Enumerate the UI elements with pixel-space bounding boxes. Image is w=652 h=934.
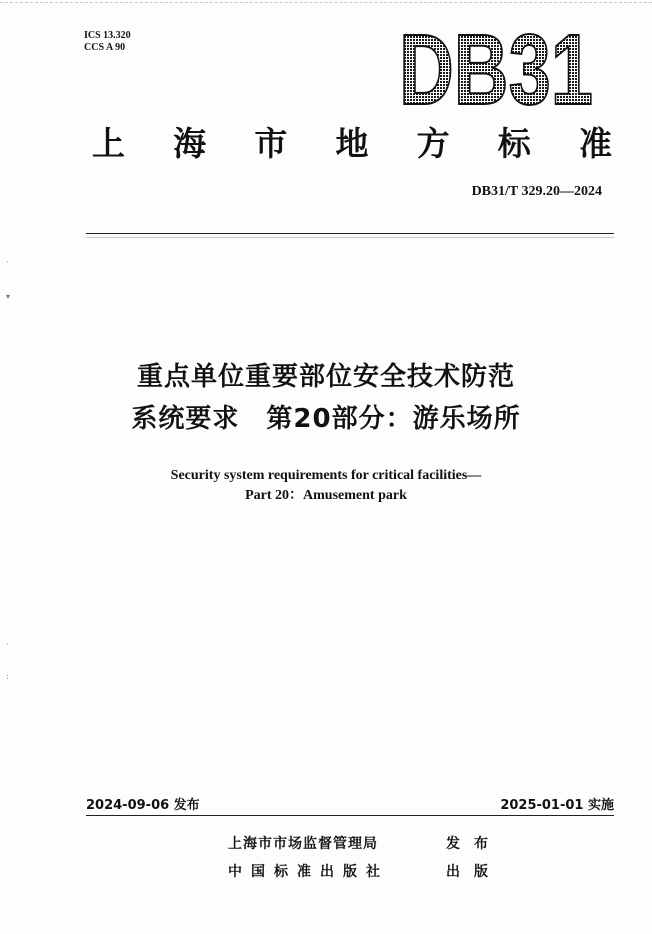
- publishers-block: [228, 830, 502, 886]
- standard-title-chinese: [0, 356, 652, 440]
- heading-char: 标: [497, 124, 531, 163]
- title-line-2: 系统要求 第20部分：游乐场所: [131, 404, 521, 434]
- publisher-row: [228, 830, 502, 858]
- heading-char: 海: [173, 124, 207, 163]
- db31-logo: [398, 14, 594, 126]
- standard-title-english: [0, 466, 652, 506]
- margin-mark: ·: [6, 258, 9, 267]
- classification-codes: [84, 30, 131, 54]
- implementation-date: 2025-01-01 实施: [500, 798, 614, 813]
- document-number: DB31/T 329.20—2024: [471, 184, 602, 199]
- date-row: [86, 794, 614, 813]
- heading-char: 准: [578, 124, 612, 163]
- heading-char: 方: [416, 124, 450, 163]
- ccs-code: CCS A 90: [84, 42, 126, 53]
- issue-date: 2024-09-06 发布: [86, 798, 200, 813]
- standard-type-heading: [92, 124, 612, 164]
- issuing-role: 发布: [446, 836, 502, 852]
- heading-char: 上: [92, 124, 125, 163]
- publisher-row: [228, 858, 502, 886]
- heading-char: 地: [335, 124, 369, 163]
- margin-mark: ▾: [6, 292, 11, 301]
- margin-mark: :: [6, 672, 9, 681]
- margin-mark: ·: [6, 640, 9, 649]
- publishing-role: 出版: [446, 864, 502, 880]
- logo-lettering: DB31: [399, 14, 593, 126]
- top-edge-dashed-line: [0, 2, 652, 3]
- header-rule-shadow: [86, 237, 614, 238]
- english-title-line-1: Security system requirements for critical facilities—: [170, 468, 482, 483]
- heading-char: 市: [254, 124, 288, 163]
- header-rule: [86, 233, 614, 234]
- ics-code: ICS 13.320: [84, 30, 131, 41]
- english-title-line-2: Part 20：Amusement park: [245, 488, 407, 503]
- issuing-authority: 上海市市场监督管理局: [228, 836, 378, 852]
- footer-rule: [86, 815, 614, 816]
- publishing-house: 中国标准出版社: [228, 864, 389, 880]
- title-line-1: 重点单位重要部位安全技术防范: [136, 362, 515, 392]
